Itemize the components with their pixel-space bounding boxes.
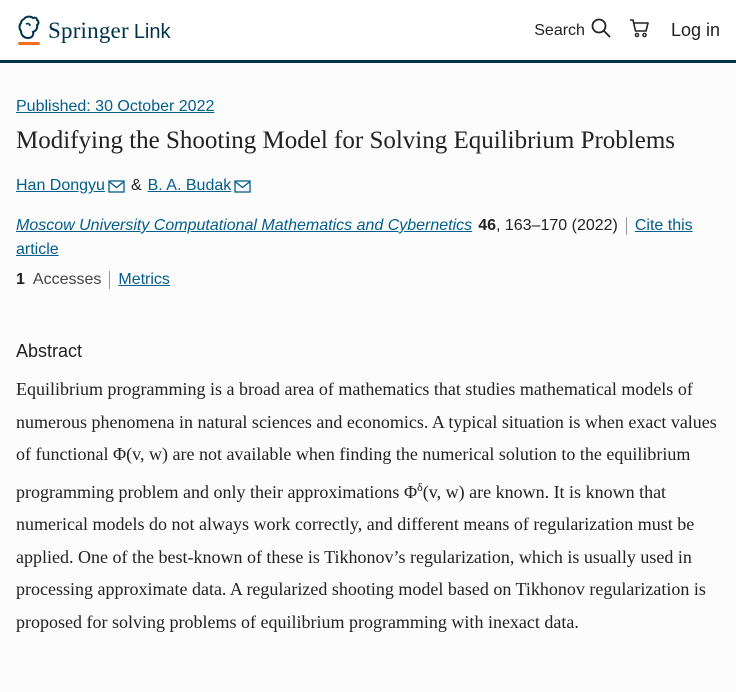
accesses-count: 1 (16, 271, 25, 288)
cart-button[interactable] (629, 18, 651, 43)
abstract-heading: Abstract (16, 341, 83, 361)
cart-icon (629, 18, 651, 43)
search-icon (585, 18, 611, 43)
citation-line (16, 214, 716, 262)
formula-phi-base: Φ (403, 481, 418, 502)
article-metrics-bar (16, 268, 716, 292)
accesses-label: Accesses (32, 271, 102, 288)
volume-number: 46 (478, 217, 496, 234)
login-link[interactable]: Log in (670, 20, 720, 40)
logo-springer-text: Springer (48, 18, 129, 43)
author-separator: & (130, 177, 142, 194)
formula-phi: Φ(v, w) (112, 444, 168, 464)
springer-horse-icon (16, 15, 44, 47)
journal-link[interactable]: Moscow University Computational Mathematics and Cybernetics (16, 217, 473, 234)
article-title: Modifying the Shooting Model for Solving Equilibrium Problems (16, 127, 676, 154)
formula-delta-superscript: δ (417, 479, 423, 494)
author-link[interactable]: B. A. Budak (147, 177, 232, 194)
mail-icon[interactable] (234, 180, 251, 193)
abstract-part-2: are not available when finding the numerical solution to the equilibrium programming problem and only their approximations (16, 444, 691, 502)
divider (626, 217, 627, 235)
springer-link-logo[interactable] (16, 15, 171, 47)
author-link[interactable]: Han Dongyu (16, 177, 105, 194)
pages-year: , 163–170 (2022) (495, 217, 618, 234)
search-button[interactable] (534, 18, 611, 43)
cite-label-line1: Cite this (634, 217, 693, 234)
divider (109, 271, 110, 289)
header-nav (534, 18, 720, 43)
site-header (0, 0, 736, 63)
formula-phi-delta (403, 479, 465, 502)
author-list (16, 176, 716, 196)
published-date-link[interactable]: Published: 30 October 2022 (16, 98, 215, 115)
metrics-link[interactable]: Metrics (118, 271, 170, 288)
abstract-text (16, 373, 722, 638)
abstract-part-1: Equilibrium programming is a broad area of mathematics that studies mathematical models of numerous phenomena in natural sciences and economics. A typical situation is when exact values of functional (16, 379, 717, 464)
abstract-part-3: are known. It is known that numerical models do not always work correctly, and different means of regularization must be applied. One of the best-known of these is Tikhonov’s regularization, which is usually used in processing approximate data. A regularized shooting model based on Tikhonov regularization is proposed for solving problems of equilibrium programming with inexact data. (16, 481, 706, 632)
search-label: Search (534, 21, 585, 39)
article-header (16, 98, 716, 292)
logo-link-text: Link (133, 21, 171, 43)
cite-label-line2: article (16, 241, 59, 258)
formula-args: (v, w) (422, 481, 465, 502)
mail-icon[interactable] (108, 180, 125, 193)
